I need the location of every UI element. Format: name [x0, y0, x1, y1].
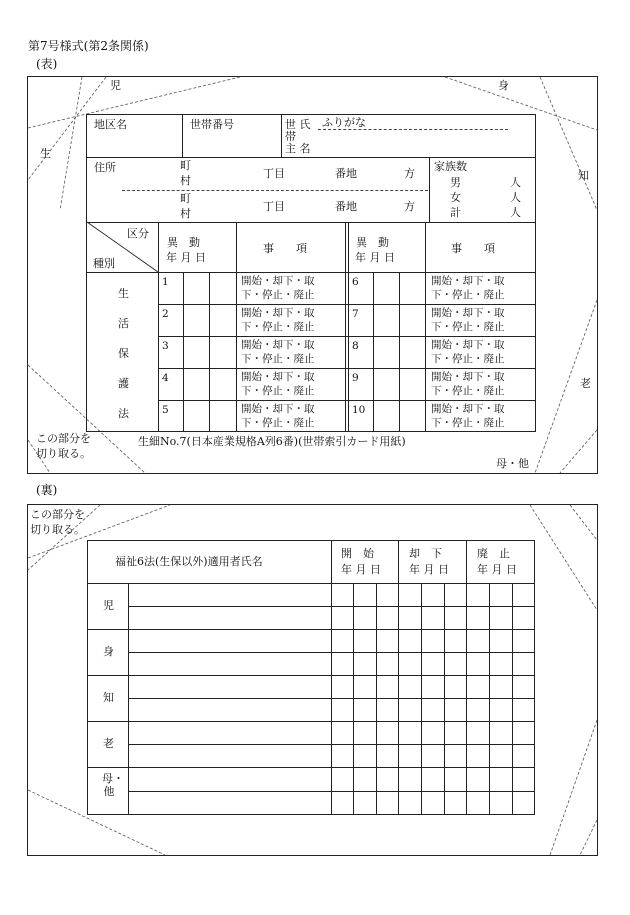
card-spec-note: 生細No.7(日本産業規格A列6番)(世帯索引カード用紙): [138, 435, 406, 448]
row-label-mother-other: 母・他: [102, 772, 124, 798]
rule: [128, 791, 535, 792]
address-label: 住所: [94, 161, 116, 174]
type-char: 生: [118, 287, 129, 300]
rule: [281, 114, 282, 157]
rule: [429, 157, 430, 222]
matter-options: 下・停止・廃止: [431, 289, 505, 301]
rule: [87, 675, 535, 676]
rule: [128, 744, 535, 745]
family-count-label: 家族数: [434, 160, 467, 173]
male-label: 男: [450, 176, 461, 189]
care-of-label: 方: [404, 200, 415, 213]
person-unit: 人: [510, 206, 521, 219]
rule: [128, 652, 535, 653]
rule: [128, 698, 535, 699]
furigana-label: ふりがな: [322, 116, 366, 129]
cut-off-note-line2: 切り取る。: [36, 447, 91, 460]
address-divider: [122, 190, 428, 191]
change-label: 異 動: [356, 236, 389, 249]
banchi-label: 番地: [335, 200, 357, 213]
rule: [86, 222, 536, 223]
rule: [183, 272, 184, 432]
matter-label: 事 項: [263, 242, 307, 255]
ymd-label: 年 月 日: [341, 563, 381, 576]
row-number: 7: [352, 308, 359, 320]
type-char: 護: [118, 377, 129, 390]
applicant-name-header: 福祉6法(生保以外)適用者氏名: [115, 555, 263, 568]
type-char: 法: [118, 407, 129, 420]
rule: [158, 304, 536, 305]
care-of-label: 方: [404, 167, 415, 180]
row-number: 8: [352, 340, 359, 352]
chome-label: 丁目: [263, 167, 285, 180]
back-inner-table: [87, 540, 535, 815]
female-label: 女: [450, 191, 461, 204]
town-label: 町: [180, 192, 191, 205]
village-label: 村: [180, 207, 191, 220]
corner-label-elderly: 老: [580, 377, 591, 390]
cut-off-note-line1: この部分を: [30, 508, 85, 521]
row-number: 2: [162, 308, 169, 320]
abolish-header: 廃 止: [477, 547, 510, 560]
matter-options: 下・停止・廃止: [241, 385, 315, 397]
corner-label-mother-other: 母・他: [496, 457, 529, 470]
row-number: 9: [352, 372, 359, 384]
rule: [128, 606, 535, 607]
matter-options: 開始・却下・取: [431, 275, 505, 287]
row-label-elderly: 老: [103, 737, 114, 750]
household-number-label: 世帯番号: [190, 118, 234, 131]
corner-label-livelihood: 生: [40, 147, 51, 160]
district-label: 地区名: [94, 118, 127, 131]
matter-options: 開始・却下・取: [241, 371, 315, 383]
matter-options: 下・停止・廃止: [431, 417, 505, 429]
ymd-label: 年 月 日: [166, 251, 206, 264]
matter-options: 開始・却下・取: [241, 339, 315, 351]
rule: [421, 583, 422, 815]
type-char: 活: [118, 317, 129, 330]
form-title: 第7号様式(第2条関係): [28, 39, 149, 53]
rule: [353, 583, 354, 815]
matter-label: 事 項: [451, 242, 495, 255]
ymd-label: 年 月 日: [477, 563, 517, 576]
matter-options: 開始・却下・取: [431, 307, 505, 319]
matter-options: 下・停止・廃止: [241, 289, 315, 301]
cut-off-note-line1: この部分を: [36, 432, 91, 445]
rule: [489, 583, 490, 815]
corner-label-disabled: 身: [498, 79, 509, 92]
rule: [87, 629, 535, 630]
front-label: (表): [36, 57, 58, 71]
household-head-line1: 世 氏: [285, 118, 311, 131]
rule: [399, 272, 400, 432]
row-label-intellectual: 知: [103, 691, 114, 704]
matter-options: 下・停止・廃止: [431, 321, 505, 333]
rule: [376, 583, 377, 815]
town-label: 町: [180, 159, 191, 172]
rule: [182, 114, 183, 157]
household-head-line3: 主 名: [285, 142, 311, 155]
matter-options: 下・停止・廃止: [431, 353, 505, 365]
rule: [158, 400, 536, 401]
matter-options: 開始・却下・取: [241, 307, 315, 319]
corner-label-intellectual: 知: [578, 169, 589, 182]
back-label: (裏): [36, 483, 58, 497]
rule: [128, 583, 129, 815]
type-label: 種別: [93, 257, 115, 270]
rule: [512, 583, 513, 815]
rule: [87, 583, 535, 584]
matter-options: 下・停止・廃止: [241, 417, 315, 429]
matter-options: 開始・却下・取: [431, 339, 505, 351]
person-unit: 人: [510, 176, 521, 189]
person-unit: 人: [510, 191, 521, 204]
rule: [398, 540, 399, 815]
rule: [87, 721, 535, 722]
category-label: 区分: [127, 227, 149, 240]
total-label: 計: [450, 206, 461, 219]
rule: [373, 272, 374, 432]
household-head-line2: 帯: [285, 130, 296, 143]
row-number: 5: [162, 404, 169, 416]
corner-label-child: 児: [110, 79, 121, 92]
banchi-label: 番地: [335, 167, 357, 180]
matter-options: 開始・却下・取: [431, 403, 505, 415]
matter-options: 下・停止・廃止: [431, 385, 505, 397]
row-number: 1: [162, 276, 169, 288]
rule: [87, 767, 535, 768]
row-number: 4: [162, 372, 169, 384]
ymd-label: 年 月 日: [409, 563, 449, 576]
rule: [158, 368, 536, 369]
rule: [444, 583, 445, 815]
row-number: 3: [162, 340, 169, 352]
furigana-dotted-line: [318, 129, 508, 130]
village-label: 村: [180, 174, 191, 187]
row-label-child: 児: [103, 599, 114, 612]
reject-header: 却 下: [409, 547, 442, 560]
ymd-label: 年 月 日: [355, 251, 395, 264]
start-header: 開 始: [341, 547, 374, 560]
rule: [86, 157, 536, 158]
row-label-disabled: 身: [103, 645, 114, 658]
matter-options: 開始・却下・取: [241, 403, 315, 415]
chome-label: 丁目: [263, 200, 285, 213]
change-label: 異 動: [167, 236, 200, 249]
type-char: 保: [118, 347, 129, 360]
matter-options: 下・停止・廃止: [241, 321, 315, 333]
matter-options: 開始・却下・取: [241, 275, 315, 287]
matter-options: 開始・却下・取: [431, 371, 505, 383]
rule: [331, 540, 332, 815]
rule: [209, 272, 210, 432]
rule: [158, 336, 536, 337]
rule: [466, 540, 467, 815]
cut-off-note-line2: 切り取る。: [30, 523, 85, 536]
row-number: 6: [352, 276, 359, 288]
matter-options: 下・停止・廃止: [241, 353, 315, 365]
rule: [86, 272, 536, 273]
row-number: 10: [352, 404, 366, 416]
